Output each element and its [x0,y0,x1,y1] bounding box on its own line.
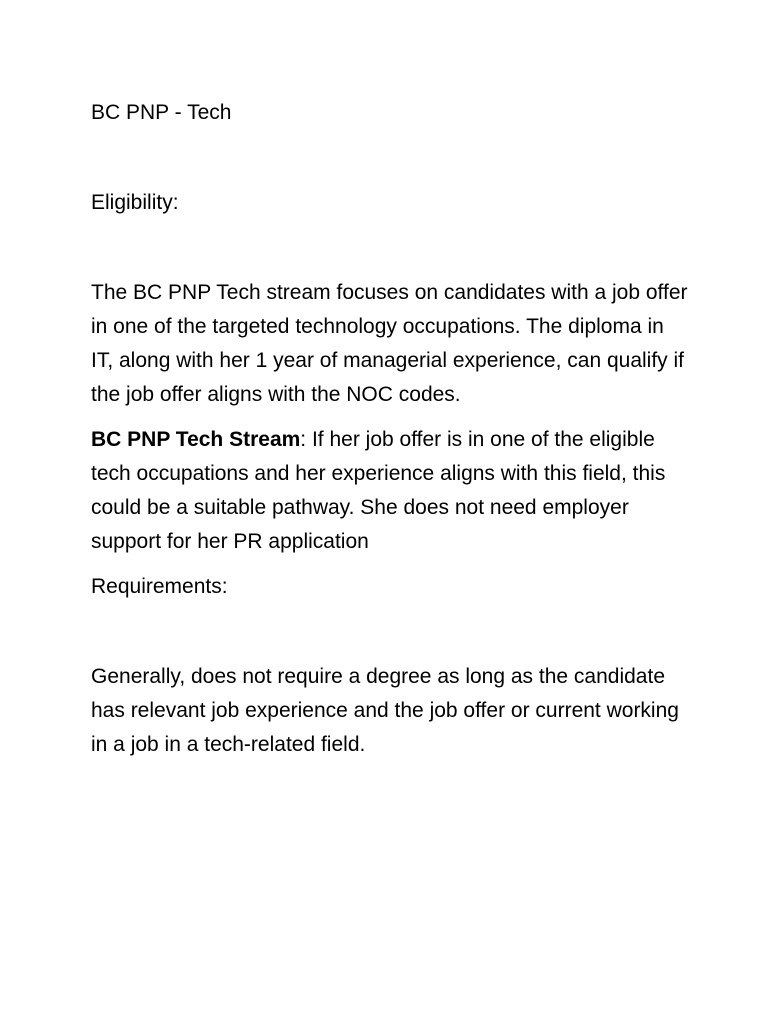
document-title: BC PNP - Tech [91,101,232,124]
tech-stream-paragraph [91,423,691,559]
tech-stream-text: : If her job offer is in one of the eligible tech occupations and her experience aligns with this field, this could be a suitable pathway. She does not need employer support for her PR application [91,428,666,553]
eligibility-paragraph: The BC PNP Tech stream focuses on candidates with a job offer in one of the targeted technology occupations. The diploma in IT, along with her 1 year of managerial experience, can qualify if the job offer aligns with the NOC codes. [91,281,688,406]
tech-stream-bold-label: BC PNP Tech Stream [91,428,301,451]
eligibility-heading: Eligibility: [91,191,179,214]
requirements-heading: Requirements: [91,575,228,598]
document-body [91,96,691,762]
requirements-paragraph: Generally, does not require a degree as long as the candidate has relevant job experience and the job offer or current working in a job in a tech-related field. [91,665,679,756]
